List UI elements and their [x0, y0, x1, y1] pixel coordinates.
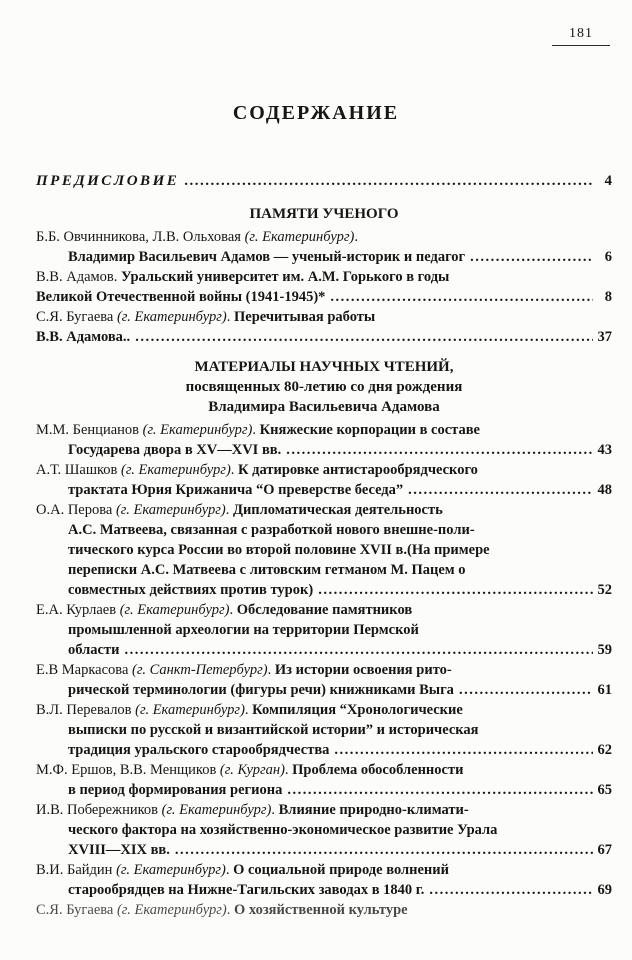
entry-text: переписки А.С. Матвеева с литовским гетманом М. Пацем о: [68, 562, 466, 578]
dot-leader: [286, 440, 593, 460]
dot-leader: [429, 880, 593, 900]
toc-entry-line: [36, 520, 612, 540]
toc-block-entry-2: [36, 267, 612, 307]
toc: [36, 171, 612, 920]
section-heading-line: МАТЕРИАЛЫ НАУЧНЫХ ЧТЕНИЙ,: [194, 359, 454, 375]
entry-text: Владимир Васильевич Адамов — ученый-историк и педагог: [68, 249, 466, 265]
toc-entry-line: [36, 660, 612, 680]
toc-entry-line: [36, 900, 612, 920]
dot-leader: [135, 327, 593, 347]
toc-block-entry-9: [36, 700, 612, 760]
toc-entry-line: [36, 780, 612, 800]
page-ref: 48: [597, 482, 612, 498]
dot-leader: [408, 480, 593, 500]
page-title: СОДЕРЖАНИЕ: [232, 102, 400, 124]
entry-text: ческого фактора на хозяйственно-экономическое развитие Урала: [68, 822, 498, 838]
entry-text: старообрядцев на Нижне-Тагильских заводах в 1840 г.: [68, 882, 425, 898]
entry-text: Е.А. Курлаев (г. Екатеринбург). Обследование памятников: [36, 602, 413, 618]
entry-text: М.Ф. Ершов, В.В. Менщиков (г. Курган). Проблема обособленности: [36, 762, 464, 778]
toc-block-entry-10: [36, 760, 612, 800]
toc-entry-line: [36, 640, 612, 660]
entry-text: В.В. Адамова..: [36, 329, 131, 345]
dot-leader: [175, 840, 593, 860]
page-ref: 43: [597, 442, 612, 458]
toc-entry-line: [36, 460, 612, 480]
entry-text: В.В. Адамов. Уральский университет им. А.М. Горького в годы: [36, 269, 450, 285]
entry-text: А.С. Матвеева, связанная с разработкой нового внешне-поли-: [68, 522, 475, 538]
toc-entry-line: [36, 327, 612, 347]
toc-block-entry-1: [36, 227, 612, 267]
toc-entry-line: [36, 740, 612, 760]
toc-entry-line: [36, 760, 612, 780]
toc-entry-line: [36, 720, 612, 740]
entry-text: С.Я. Бугаева (г. Екатеринбург). Перечитывая работы: [36, 309, 376, 325]
page-ref: 59: [597, 642, 612, 658]
toc-entry-line: [36, 600, 612, 620]
dot-leader: [334, 740, 593, 760]
entry-text: А.Т. Шашков (г. Екатеринбург). К датировке антистарообрядческого: [36, 462, 478, 478]
toc-block-memoriam-heading: [36, 204, 612, 224]
toc-block-preface: [36, 171, 612, 191]
entry-text: трактата Юрия Крижанича “О преверстве беседа”: [68, 482, 404, 498]
toc-entry-line: [36, 171, 612, 191]
entry-text: Е.В Маркасова (г. Санкт-Петербург). Из истории освоения рито-: [36, 662, 452, 678]
toc-block-entry-7: [36, 600, 612, 660]
toc-entry-line: [36, 227, 612, 247]
toc-entry-line: [36, 840, 612, 860]
toc-entry-line: [36, 700, 612, 720]
entry-text: в период формирования региона: [68, 782, 283, 798]
toc-entry-line: [36, 480, 612, 500]
toc-entry-line: [36, 247, 612, 267]
entry-text: XVIII—XIX вв.: [68, 842, 170, 858]
toc-entry-line: [36, 620, 612, 640]
entry-text: совместных действиях против турок): [68, 582, 314, 598]
toc-entry-line: [36, 307, 612, 327]
toc-block-entry-3: [36, 307, 612, 347]
toc-entry-line: [36, 500, 612, 520]
entry-text: традиция уральского старообрядчества: [68, 742, 330, 758]
toc-entry-line: [36, 580, 612, 600]
dot-leader: [459, 680, 593, 700]
entry-text: Государева двора в XV—XVI вв.: [68, 442, 282, 458]
toc-entry-line: [36, 267, 612, 287]
toc-block-entry-4: [36, 420, 612, 460]
toc-entry-line: [36, 420, 612, 440]
toc-entry-line: [36, 860, 612, 880]
section-heading-line: посвященных 80-летию со дня рождения: [185, 379, 463, 395]
dot-leader: [287, 780, 593, 800]
page-number: 181: [552, 26, 610, 46]
entry-text: Великой Отечественной войны (1941-1945)*: [36, 289, 326, 305]
dot-leader: [184, 171, 593, 191]
toc-block-entry-5: [36, 460, 612, 500]
entry-text: М.М. Бенцианов (г. Екатеринбург). Княжеские корпорации в составе: [36, 422, 480, 438]
toc-entry-line: [36, 880, 612, 900]
dot-leader: [124, 640, 593, 660]
toc-entry-line: [36, 680, 612, 700]
entry-text: выписки по русской и византийской истории” и историческая: [68, 722, 479, 738]
page-ref: 69: [597, 882, 612, 898]
entry-text: области: [68, 642, 120, 658]
page-ref: 52: [597, 582, 612, 598]
page-ref: 4: [604, 173, 612, 189]
toc-entry-line: [36, 440, 612, 460]
entry-text: тического курса России во второй половине XVII в.(На примере: [68, 542, 490, 558]
toc-block-entry-11: [36, 800, 612, 860]
page-ref: 61: [597, 682, 612, 698]
toc-entry-line: [36, 540, 612, 560]
page-ref: 6: [604, 249, 612, 265]
toc-block-materials-heading: [36, 357, 612, 417]
dot-leader: [470, 247, 593, 267]
entry-text: В.И. Байдин (г. Екатеринбург). О социальной природе волнений: [36, 862, 449, 878]
section-heading-line: ПАМЯТИ УЧЕНОГО: [249, 206, 399, 222]
dot-leader: [318, 580, 593, 600]
section-heading-line: Владимира Васильевича Адамова: [208, 399, 440, 415]
entry-text: И.В. Побережников (г. Екатеринбург). Влияние природно-климати-: [36, 802, 469, 818]
page-ref: 67: [597, 842, 612, 858]
entry-text: В.Л. Перевалов (г. Екатеринбург). Компиляция “Хронологические: [36, 702, 463, 718]
page-header: [0, 0, 632, 46]
entry-text: рической терминологии (фигуры речи) книжниками Выга: [68, 682, 454, 698]
page-ref: 62: [597, 742, 612, 758]
toc-entry-line: [36, 287, 612, 307]
page-ref: 65: [597, 782, 612, 798]
entry-text: О.А. Перова (г. Екатеринбург). Дипломатическая деятельность: [36, 502, 443, 518]
entry-text: Б.Б. Овчинникова, Л.В. Ольховая (г. Екатеринбург).: [36, 229, 358, 245]
page-ref: 37: [597, 329, 612, 345]
toc-block-entry-6: [36, 500, 612, 600]
entry-text: промышленной археологии на территории Пермской: [68, 622, 419, 638]
entry-text: ПРЕДИСЛОВИЕ: [36, 173, 180, 189]
toc-block-entry-13: [36, 900, 612, 920]
entry-text: С.Я. Бугаева (г. Екатеринбург). О хозяйственной культуре: [36, 902, 408, 918]
toc-block-entry-12: [36, 860, 612, 900]
page-ref: 8: [604, 289, 612, 305]
toc-entry-line: [36, 820, 612, 840]
toc-block-entry-8: [36, 660, 612, 700]
dot-leader: [330, 287, 593, 307]
toc-entry-line: [36, 800, 612, 820]
toc-entry-line: [36, 560, 612, 580]
